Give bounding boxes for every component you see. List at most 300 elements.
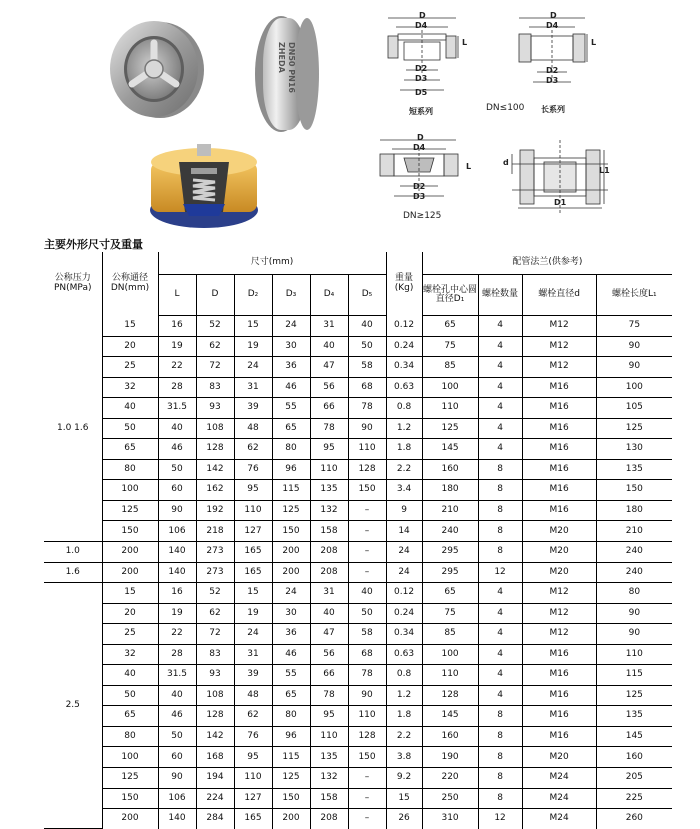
cell-d2: 165 [234, 542, 272, 563]
cell-bolt-count: 4 [478, 398, 522, 419]
cell-d: 162 [196, 480, 234, 501]
cell-bolt-diameter: M24 [522, 768, 596, 789]
cell-d4: 78 [310, 418, 348, 439]
cell-bolt-length: 110 [596, 644, 672, 665]
label-d4: D4 [413, 143, 426, 152]
label-d4: D4 [546, 21, 559, 30]
cell-bolt-diameter: M12 [522, 583, 596, 604]
cell-pn: 1.0 [44, 542, 102, 563]
table-row [44, 726, 672, 747]
cell-l: 31.5 [158, 398, 196, 419]
cell-d4: 95 [310, 706, 348, 727]
cell-dn: 200 [102, 809, 158, 829]
cell-d5: 110 [348, 706, 386, 727]
label-l1: L1 [599, 166, 610, 175]
cell-weight: 24 [386, 562, 422, 583]
cell-d5: 58 [348, 357, 386, 378]
cell-l: 19 [158, 336, 196, 357]
cell-bolt-circle: 240 [422, 521, 478, 542]
cell-d: 168 [196, 747, 234, 768]
cell-dn: 50 [102, 685, 158, 706]
cell-d: 108 [196, 685, 234, 706]
cell-bolt-length: 205 [596, 768, 672, 789]
label-d3: D3 [546, 76, 559, 85]
cell-l: 16 [158, 316, 196, 337]
cell-d4: 208 [310, 562, 348, 583]
table-body [44, 316, 672, 829]
cell-d4: 31 [310, 583, 348, 604]
cell-bolt-count: 8 [478, 521, 522, 542]
cell-bolt-count: 8 [478, 768, 522, 789]
cell-d4: 47 [310, 357, 348, 378]
cell-bolt-circle: 110 [422, 665, 478, 686]
label-d: D [419, 11, 426, 20]
cell-l: 140 [158, 809, 196, 829]
cell-bolt-count: 8 [478, 788, 522, 809]
header-flange: 配管法兰(供参考) [422, 252, 672, 275]
header-bolt-circle: 螺栓孔中心圆直径D₁ [422, 275, 478, 316]
cell-l: 19 [158, 603, 196, 624]
section-title: 主要外形尺寸及重量 [44, 238, 143, 251]
cell-bolt-diameter: M12 [522, 336, 596, 357]
cell-bolt-diameter: M20 [522, 521, 596, 542]
table-row [44, 768, 672, 789]
cell-bolt-circle: 210 [422, 500, 478, 521]
cell-d: 224 [196, 788, 234, 809]
cell-d2: 165 [234, 809, 272, 829]
cell-bolt-count: 12 [478, 562, 522, 583]
label-l: L [591, 38, 597, 47]
label-d1: D1 [554, 198, 567, 207]
cell-bolt-length: 130 [596, 439, 672, 460]
cell-weight: 3.4 [386, 480, 422, 501]
cell-bolt-diameter: M16 [522, 685, 596, 706]
cell-bolt-length: 135 [596, 706, 672, 727]
cell-d: 192 [196, 500, 234, 521]
cell-weight: 9 [386, 500, 422, 521]
cell-bolt-diameter: M16 [522, 418, 596, 439]
cell-d4: 110 [310, 726, 348, 747]
cell-l: 106 [158, 521, 196, 542]
header-bolt-count: 螺栓数量 [478, 275, 522, 316]
cell-bolt-length: 90 [596, 603, 672, 624]
cell-dn: 20 [102, 336, 158, 357]
cell-d: 93 [196, 398, 234, 419]
cell-bolt-count: 4 [478, 685, 522, 706]
cell-d5: 40 [348, 316, 386, 337]
cell-d: 52 [196, 316, 234, 337]
label-bolt-d: d [503, 158, 509, 167]
cell-bolt-circle: 100 [422, 377, 478, 398]
header-d4: D₄ [310, 275, 348, 316]
cell-d2: 39 [234, 398, 272, 419]
cell-d4: 56 [310, 644, 348, 665]
cell-d2: 31 [234, 377, 272, 398]
cell-d5: 68 [348, 644, 386, 665]
table-row [44, 418, 672, 439]
cell-bolt-count: 12 [478, 809, 522, 829]
cell-d4: 135 [310, 747, 348, 768]
table-row [44, 357, 672, 378]
cell-l: 60 [158, 480, 196, 501]
cell-bolt-length: 125 [596, 685, 672, 706]
cell-bolt-diameter: M12 [522, 603, 596, 624]
label-d2: D2 [415, 64, 428, 73]
cell-bolt-length: 105 [596, 398, 672, 419]
cell-d5: 150 [348, 747, 386, 768]
table-row [44, 809, 672, 829]
cell-weight: 24 [386, 542, 422, 563]
cell-bolt-circle: 145 [422, 439, 478, 460]
label-l: L [462, 38, 468, 47]
cell-d4: 66 [310, 398, 348, 419]
cell-d4: 40 [310, 603, 348, 624]
cell-bolt-length: 80 [596, 583, 672, 604]
cell-d2: 76 [234, 459, 272, 480]
table-row [44, 480, 672, 501]
table-row [44, 377, 672, 398]
table-row [44, 521, 672, 542]
cell-d3: 30 [272, 336, 310, 357]
cell-bolt-count: 4 [478, 377, 522, 398]
cell-d5: 128 [348, 726, 386, 747]
cell-d4: 66 [310, 665, 348, 686]
cell-d5: 90 [348, 685, 386, 706]
cell-bolt-circle: 220 [422, 768, 478, 789]
cell-bolt-diameter: M16 [522, 398, 596, 419]
label-d2: D2 [546, 66, 559, 75]
cell-d3: 55 [272, 665, 310, 686]
cell-d2: 110 [234, 768, 272, 789]
cell-dn: 15 [102, 316, 158, 337]
cell-d: 72 [196, 357, 234, 378]
cell-bolt-circle: 100 [422, 644, 478, 665]
valve-cutaway-photo [147, 140, 261, 232]
label-dn-le-100: DN≤100 [486, 103, 525, 113]
cell-d: 62 [196, 336, 234, 357]
label-d3: D3 [415, 74, 428, 83]
cell-d3: 30 [272, 603, 310, 624]
cell-pn: 2.5 [44, 583, 102, 829]
cell-weight: 0.34 [386, 624, 422, 645]
cell-bolt-length: 240 [596, 542, 672, 563]
cell-weight: 0.63 [386, 377, 422, 398]
cell-bolt-count: 4 [478, 418, 522, 439]
cell-d3: 200 [272, 809, 310, 829]
cell-l: 16 [158, 583, 196, 604]
cell-bolt-circle: 250 [422, 788, 478, 809]
cell-bolt-count: 4 [478, 357, 522, 378]
product-images [0, 0, 700, 236]
cell-d3: 80 [272, 706, 310, 727]
cell-d: 108 [196, 418, 234, 439]
cell-dn: 80 [102, 459, 158, 480]
cell-weight: 0.8 [386, 665, 422, 686]
cell-dn: 20 [102, 603, 158, 624]
cell-d2: 24 [234, 357, 272, 378]
cell-bolt-count: 4 [478, 665, 522, 686]
cell-weight: 0.24 [386, 603, 422, 624]
cell-d2: 62 [234, 439, 272, 460]
cell-bolt-count: 8 [478, 726, 522, 747]
table-row [44, 542, 672, 563]
cell-weight: 1.8 [386, 439, 422, 460]
cell-weight: 14 [386, 521, 422, 542]
cell-d5: 50 [348, 336, 386, 357]
cell-d3: 125 [272, 768, 310, 789]
header-weight: 重量 (Kg) [386, 252, 422, 316]
table-row [44, 459, 672, 480]
cell-dn: 50 [102, 418, 158, 439]
cell-d5: 40 [348, 583, 386, 604]
cell-bolt-diameter: M16 [522, 706, 596, 727]
cell-d3: 80 [272, 439, 310, 460]
table-row [44, 706, 672, 727]
cell-d2: 19 [234, 336, 272, 357]
cell-d5: – [348, 768, 386, 789]
cell-d2: 19 [234, 603, 272, 624]
cell-bolt-circle: 295 [422, 562, 478, 583]
cell-dn: 40 [102, 665, 158, 686]
cell-dn: 80 [102, 726, 158, 747]
cell-d2: 15 [234, 583, 272, 604]
cell-bolt-count: 4 [478, 316, 522, 337]
cell-d3: 200 [272, 542, 310, 563]
cell-l: 90 [158, 768, 196, 789]
label-d5: D5 [415, 88, 428, 97]
cell-weight: 0.63 [386, 644, 422, 665]
cell-bolt-length: 90 [596, 357, 672, 378]
cell-bolt-length: 90 [596, 336, 672, 357]
table-row [44, 583, 672, 604]
cell-d3: 36 [272, 357, 310, 378]
cell-l: 50 [158, 726, 196, 747]
cell-bolt-length: 260 [625, 813, 643, 824]
cell-l: 106 [158, 788, 196, 809]
cell-d4: 208 [310, 809, 348, 829]
label-d4: D4 [415, 21, 428, 30]
table-row [44, 316, 672, 337]
cell-d: 284 [196, 809, 234, 829]
cell-bolt-diameter: M16 [522, 500, 596, 521]
cell-d: 93 [196, 665, 234, 686]
table-row [44, 336, 672, 357]
header-l: L [158, 275, 196, 316]
cell-bolt-length: 125 [596, 418, 672, 439]
cell-d5: 150 [348, 480, 386, 501]
cell-d5: 90 [348, 418, 386, 439]
cell-d5: – [348, 500, 386, 521]
cell-bolt-diameter: M16 [522, 439, 596, 460]
cell-weight: 2.2 [386, 726, 422, 747]
cell-d3: 150 [272, 521, 310, 542]
cell-dn: 25 [102, 357, 158, 378]
cell-bolt-diameter: M16 [522, 665, 596, 686]
cell-dn: 150 [102, 521, 158, 542]
cell-bolt-circle: 125 [422, 418, 478, 439]
cell-d4: 158 [310, 788, 348, 809]
header-dimensions: 尺寸(mm) [158, 252, 386, 275]
cell-bolt-count: 8 [478, 542, 522, 563]
cell-bolt-circle: 65 [422, 583, 478, 604]
cell-bolt-count: 4 [478, 644, 522, 665]
cell-bolt-length: 150 [596, 480, 672, 501]
header-d5: D₅ [348, 275, 386, 316]
cell-d: 142 [196, 726, 234, 747]
cell-bolt-diameter: M20 [522, 542, 596, 563]
table-row [44, 624, 672, 645]
cell-d2: 15 [234, 316, 272, 337]
cell-d4: 135 [310, 480, 348, 501]
cell-bolt-count: 8 [478, 480, 522, 501]
cell-bolt-count: 4 [478, 624, 522, 645]
cell-dn: 125 [102, 500, 158, 521]
cell-bolt-length: 115 [596, 665, 672, 686]
table-row [44, 439, 672, 460]
cell-d5: – [348, 521, 386, 542]
cell-d2: 39 [234, 665, 272, 686]
cell-d5: 128 [348, 459, 386, 480]
cell-d5: – [348, 562, 386, 583]
cell-weight: 0.12 [386, 316, 422, 337]
cell-d3: 125 [272, 500, 310, 521]
cell-d: 62 [196, 603, 234, 624]
cell-d4: 56 [310, 377, 348, 398]
cell-bolt-circle: 65 [422, 316, 478, 337]
cell-weight: 1.2 [386, 685, 422, 706]
cell-d5: 78 [348, 398, 386, 419]
cell-bolt-length: 145 [596, 726, 672, 747]
cell-d3: 65 [272, 685, 310, 706]
cell-weight: 3.8 [386, 747, 422, 768]
cell-bolt-length: 240 [596, 562, 672, 583]
cell-d4: 208 [310, 542, 348, 563]
cell-bolt-length: 100 [596, 377, 672, 398]
cell-bolt-diameter: M16 [522, 377, 596, 398]
cell-d: 83 [196, 377, 234, 398]
cell-weight: 0.34 [386, 357, 422, 378]
cell-bolt-circle: 75 [422, 336, 478, 357]
cell-d4: 110 [310, 459, 348, 480]
header-bolt-diameter: 螺栓直径d [522, 275, 596, 316]
cell-weight: 2.2 [386, 459, 422, 480]
cell-weight: 0.12 [386, 583, 422, 604]
table-row [44, 747, 672, 768]
svg-text:ZHEDA: ZHEDA [277, 42, 286, 73]
cell-dn: 32 [102, 644, 158, 665]
cell-bolt-circle: 180 [422, 480, 478, 501]
cell-weight: 26 [386, 809, 422, 829]
cell-d: 128 [196, 439, 234, 460]
cell-l: 50 [158, 459, 196, 480]
label-d: D [417, 133, 424, 142]
cell-bolt-length: 180 [596, 500, 672, 521]
cell-dn: 40 [102, 398, 158, 419]
cell-d3: 150 [272, 788, 310, 809]
cell-l: 140 [158, 542, 196, 563]
cell-d: 83 [196, 644, 234, 665]
cell-bolt-count: 8 [478, 500, 522, 521]
cell-d4: 40 [310, 336, 348, 357]
cell-l: 40 [158, 685, 196, 706]
cell-d2: 24 [234, 624, 272, 645]
cell-bolt-diameter: M24 [522, 788, 596, 809]
cell-l: 31.5 [158, 665, 196, 686]
cell-d: 273 [196, 562, 234, 583]
cell-d: 142 [196, 459, 234, 480]
header-d2: D₂ [234, 275, 272, 316]
valve-side-photo [245, 12, 325, 136]
cell-weight: 0.24 [386, 336, 422, 357]
table-row [44, 500, 672, 521]
label-l: L [466, 162, 472, 171]
cell-dn: 100 [102, 480, 158, 501]
cell-d2: 95 [234, 480, 272, 501]
cell-pn: 1.0 1.6 [44, 316, 102, 542]
cell-dn: 125 [102, 768, 158, 789]
cell-bolt-length: 75 [596, 316, 672, 337]
cell-l: 28 [158, 644, 196, 665]
cell-bolt-circle: 190 [422, 747, 478, 768]
cell-bolt-diameter: M20 [522, 747, 596, 768]
cell-bolt-diameter: M12 [522, 316, 596, 337]
cell-d5: 78 [348, 665, 386, 686]
cell-bolt-circle: 128 [422, 685, 478, 706]
cell-d3: 96 [272, 459, 310, 480]
cell-weight: 0.8 [386, 398, 422, 419]
cell-d5: – [348, 542, 386, 563]
cell-bolt-count: 4 [478, 603, 522, 624]
cell-d4: 31 [310, 316, 348, 337]
table-row [44, 788, 672, 809]
cell-bolt-count: 8 [478, 706, 522, 727]
cell-d3: 200 [272, 562, 310, 583]
cell-d4: 78 [310, 685, 348, 706]
cell-d: 72 [196, 624, 234, 645]
cell-d3: 96 [272, 726, 310, 747]
cell-d2: 165 [234, 562, 272, 583]
header-dn: 公称通径 DN(mm) [102, 252, 158, 316]
cell-bolt-circle: 145 [422, 706, 478, 727]
cell-bolt-circle: 75 [422, 603, 478, 624]
cell-d4: 47 [310, 624, 348, 645]
cell-d3: 36 [272, 624, 310, 645]
cell-bolt-diameter: M16 [522, 480, 596, 501]
cell-weight: 1.8 [386, 706, 422, 727]
cell-l: 22 [158, 624, 196, 645]
cell-bolt-length: 225 [596, 788, 672, 809]
cell-l: 60 [158, 747, 196, 768]
table-row [44, 644, 672, 665]
cell-d3: 24 [272, 583, 310, 604]
cell-d5: 50 [348, 603, 386, 624]
cell-bolt-diameter: M12 [522, 624, 596, 645]
caption-short-series: 短系列 [409, 107, 433, 116]
cell-bolt-circle: 160 [422, 726, 478, 747]
cell-dn: 200 [102, 562, 158, 583]
header-bolt-length: 螺栓长度L₁ [596, 275, 672, 316]
dimension-weight-table [44, 252, 672, 829]
cell-bolt-diameter: M24 [522, 809, 596, 829]
cell-bolt-length: 160 [596, 747, 672, 768]
cell-bolt-diameter: M16 [522, 644, 596, 665]
cell-d: 218 [196, 521, 234, 542]
label-d2: D2 [413, 182, 426, 191]
cell-bolt-count: 4 [478, 336, 522, 357]
svg-text:DN50 PN16: DN50 PN16 [287, 42, 296, 93]
cell-d2: 95 [234, 747, 272, 768]
cell-bolt-count: 8 [478, 747, 522, 768]
